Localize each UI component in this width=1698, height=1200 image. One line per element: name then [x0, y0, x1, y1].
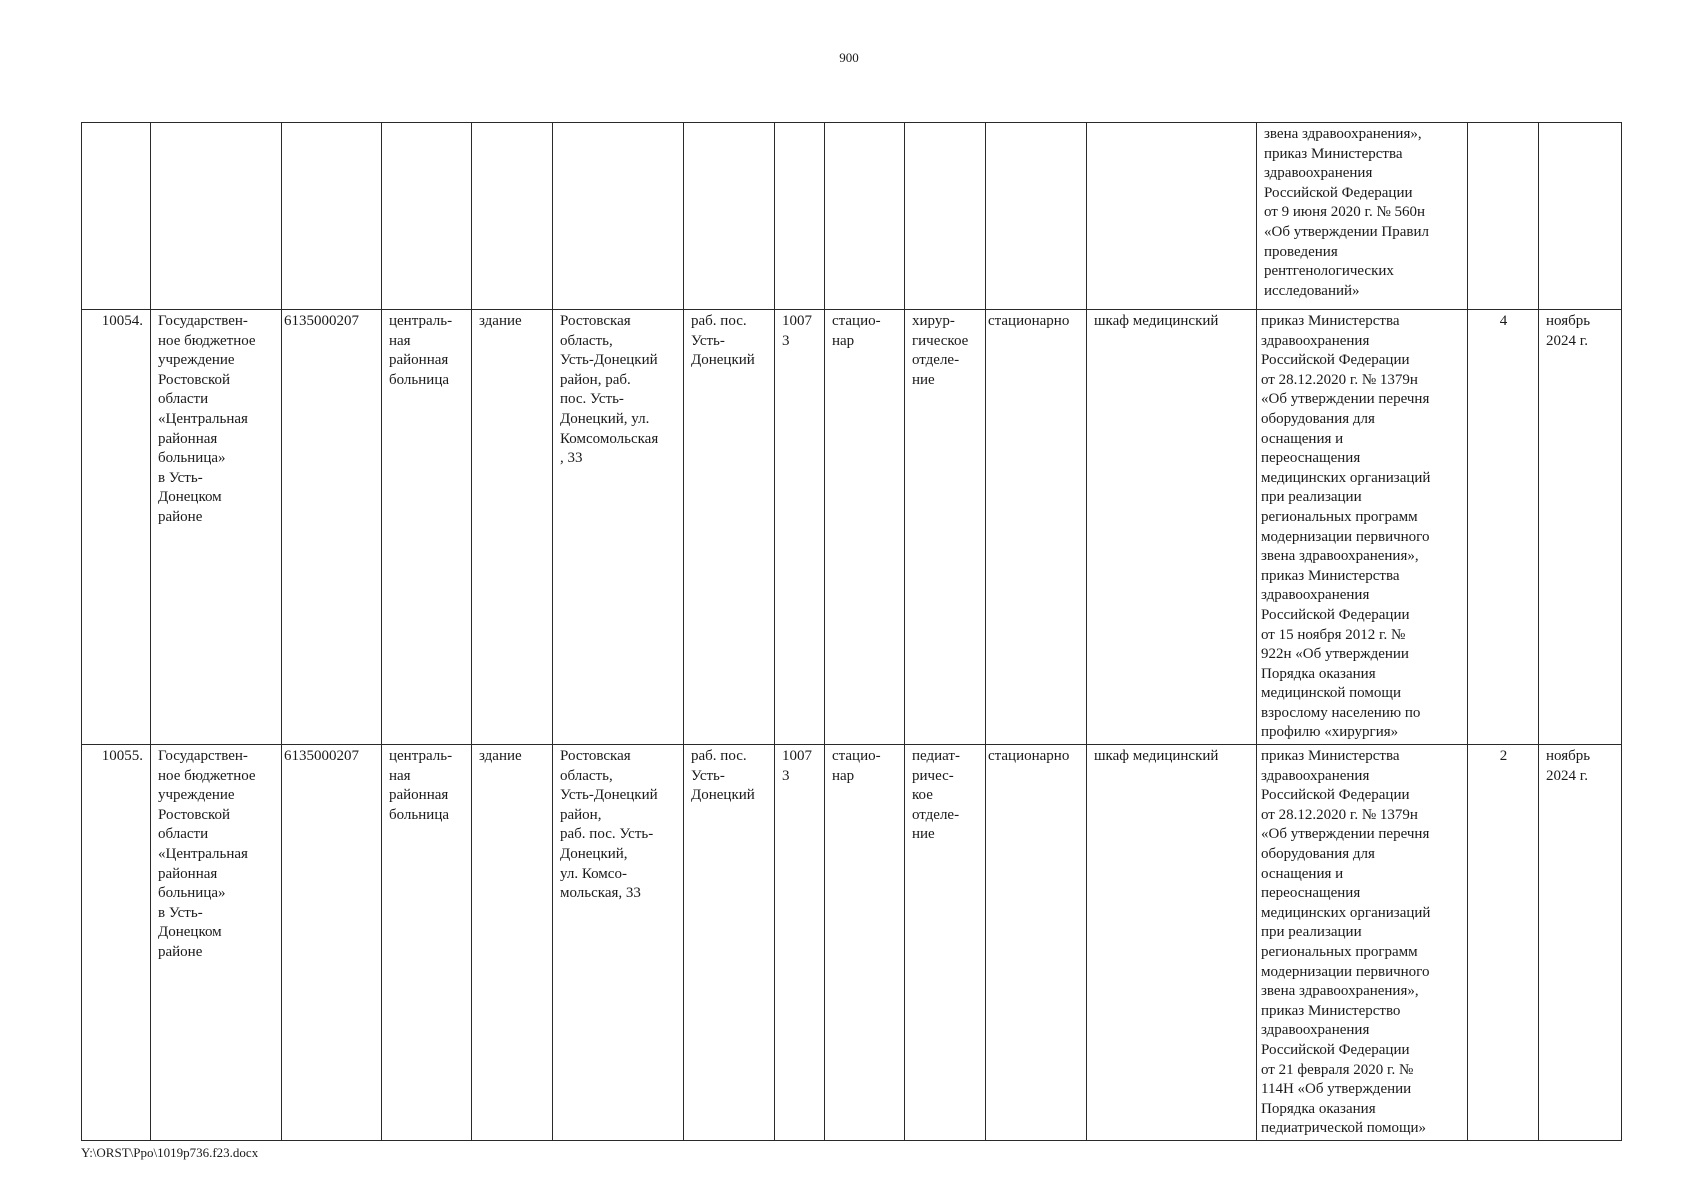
cell-address [553, 123, 684, 310]
cell-code: 1007 3 [775, 310, 825, 745]
cell-num: 10055. [82, 745, 151, 1141]
cell-department: педиат- ричес- кое отделе- ние [905, 745, 986, 1141]
cell-equipment: шкаф медицинский [1087, 745, 1257, 1141]
footer-file-path: Y:\ORST\Ppo\1019p736.f23.docx [81, 1145, 259, 1160]
cell-inn [282, 123, 382, 310]
cell-care-type: стацио- нар [825, 310, 905, 745]
cell-care-form: стационарно [986, 745, 1087, 1141]
cell-inn: 6135000207 [282, 745, 382, 1141]
table-row [82, 310, 1622, 745]
cell-object: здание [472, 745, 553, 1141]
cell-org-type [382, 123, 472, 310]
cell-equipment: шкаф медицинский [1087, 310, 1257, 745]
cell-object [472, 123, 553, 310]
cell-equipment [1087, 123, 1257, 310]
cell-locality [684, 123, 775, 310]
table-row [82, 745, 1622, 1141]
cell-quantity: 4 [1468, 310, 1539, 745]
cell-regulation: приказ Министерства здравоохранения Российской Федерации от 28.12.2020 г. № 1379н «Об утверждении перечня оборудования для оснащения и переоснащения медицинских организаций при реализации региональных программ модернизации первичного звена здравоохранения», приказ Министерства здравоохранения Российской Федерации от 15 ноября 2012 г. № 922н «Об утверждении Порядка оказания медицинской помощи взрослому населению по профилю «хирургия» [1257, 310, 1468, 745]
cell-organization: Государствен- ное бюджетное учреждение Ростовской области «Центральная районная больница» в Усть- Донецком районе [151, 310, 282, 745]
cell-address: Ростовская область, Усть-Донецкий район, раб. пос. Усть- Донецкий, ул. Комсомольская , 33 [553, 310, 684, 745]
cell-regulation: приказ Министерства здравоохранения Российской Федерации от 28.12.2020 г. № 1379н «Об утверждении перечня оборудования для оснащения и переоснащения медицинских организаций при реализации региональных программ модернизации первичного звена здравоохранения», приказ Министерство здравоохранения Российской Федерации от 21 февраля 2020 г. № 114Н «Об утверждении Порядка оказания педиатрической помощи» [1257, 745, 1468, 1141]
cell-regulation: звена здравоохранения», приказ Министерства здравоохранения Российской Федерации от 9 июня 2020 г. № 560н «Об утверждении Правил проведения рентгенологических исследований» [1257, 123, 1468, 310]
cell-quantity [1468, 123, 1539, 310]
cell-organization: Государствен- ное бюджетное учреждение Ростовской области «Центральная районная больница» в Усть- Донецком районе [151, 745, 282, 1141]
page-number: 900 [839, 50, 859, 65]
cell-num [82, 123, 151, 310]
cell-organization [151, 123, 282, 310]
cell-org-type: централь- ная районная больница [382, 310, 472, 745]
cell-care-form: стационарно [986, 310, 1087, 745]
cell-department: хирур- гическое отделе- ние [905, 310, 986, 745]
cell-locality: раб. пос. Усть- Донецкий [684, 745, 775, 1141]
cell-inn: 6135000207 [282, 310, 382, 745]
cell-locality: раб. пос. Усть- Донецкий [684, 310, 775, 745]
cell-date [1539, 123, 1622, 310]
cell-org-type: централь- ная районная больница [382, 745, 472, 1141]
cell-address: Ростовская область, Усть-Донецкий район, раб. пос. Усть- Донецкий, ул. Комсо- мольская, 33 [553, 745, 684, 1141]
cell-department [905, 123, 986, 310]
cell-quantity: 2 [1468, 745, 1539, 1141]
table-row-continuation [82, 123, 1622, 310]
cell-code: 1007 3 [775, 745, 825, 1141]
cell-care-form [986, 123, 1087, 310]
cell-date: ноябрь 2024 г. [1539, 745, 1622, 1141]
registry-table [81, 122, 1622, 1141]
cell-code [775, 123, 825, 310]
cell-date: ноябрь 2024 г. [1539, 310, 1622, 745]
cell-care-type [825, 123, 905, 310]
cell-num: 10054. [82, 310, 151, 745]
cell-object: здание [472, 310, 553, 745]
cell-care-type: стацио- нар [825, 745, 905, 1141]
